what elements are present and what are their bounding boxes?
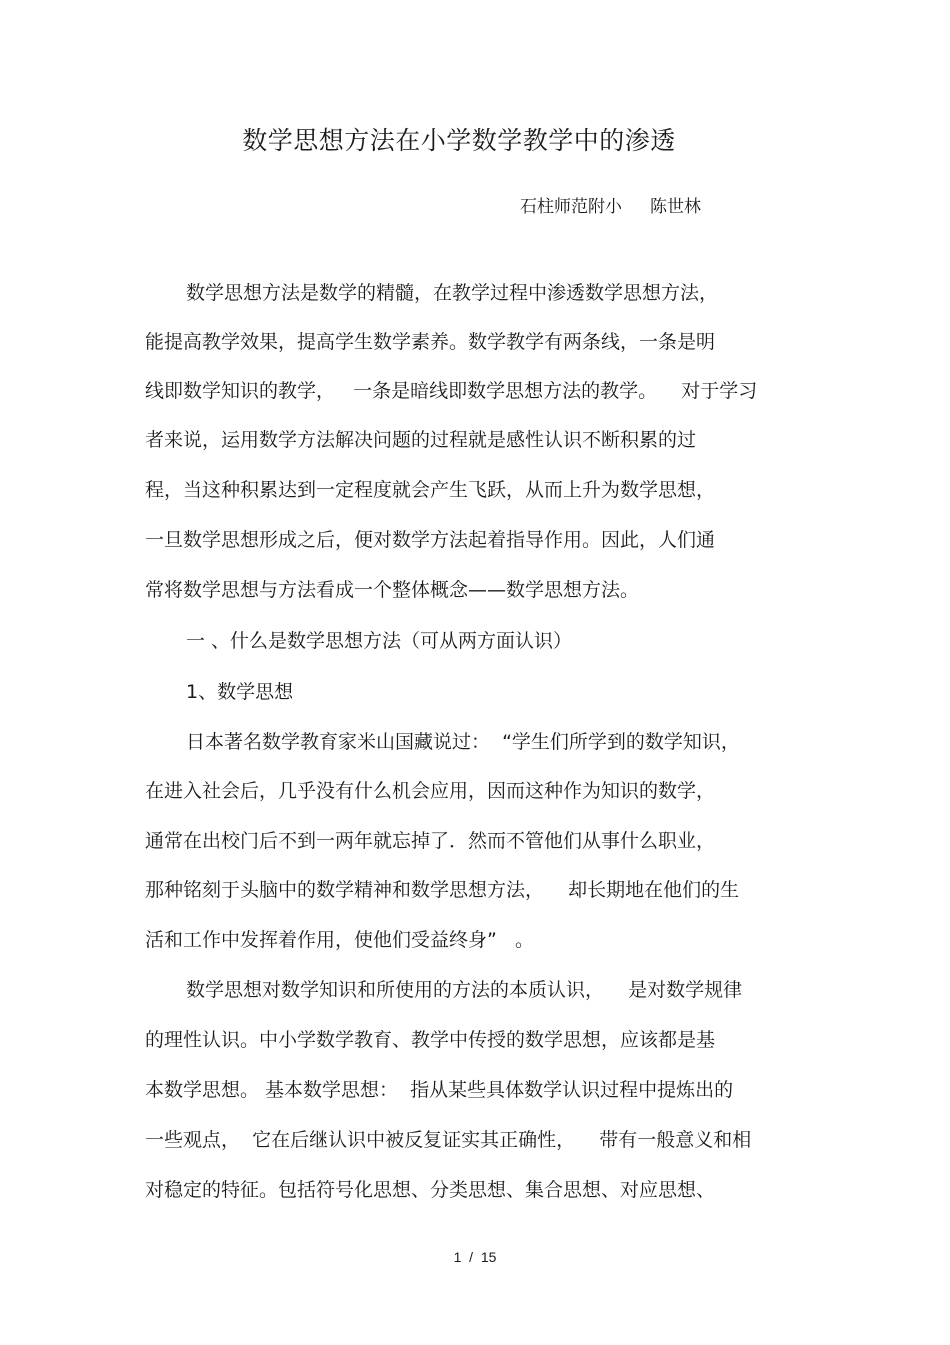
paragraph-line: 的理性认识。中小学数学教育、教学中传授的数学思想，应该都是基 [145, 1029, 716, 1051]
paragraph-line: 对稳定的特征。包括符号化思想、分类思想、集合思想、对应思想、 [145, 1179, 716, 1201]
paragraph-line: 程，当这种积累达到一定程度就会产生飞跃，从而上升为数学思想， [145, 479, 716, 501]
paragraph-line: 者来说，运用数学方法解决问题的过程就是感性认识不断积累的过 [145, 429, 697, 451]
page-indicator: 1 / 15 [453, 1249, 497, 1265]
paragraph-line: 日本著名数学教育家米山国藏说过： “学生们所学到的数学知识， [186, 731, 740, 753]
paragraph-line: 线即数学知识的教学， 一条是暗线即数学思想方法的教学。 对于学习 [145, 380, 758, 402]
paragraph-line: 那种铭刻于头脑中的数学精神和数学思想方法， 却长期地在他们的生 [145, 879, 740, 901]
subsection-heading: 1、数学思想 [186, 681, 294, 703]
paragraph-line: 一旦数学思想形成之后，便对数学方法起着指导作用。因此，人们通 [145, 529, 716, 551]
paragraph-line: 活和工作中发挥着作用，使他们受益终身” 。 [145, 929, 534, 951]
section-heading: 一 、什么是数学思想方法（可从两方面认识） [186, 630, 573, 652]
paragraph-line: 常将数学思想与方法看成一个整体概念——数学思想方法。 [145, 579, 640, 601]
author-name: 陈世林 [650, 197, 701, 217]
paragraph-line: 一些观点， 它在后继认识中被反复证实其正确性， 带有一般意义和相 [145, 1129, 752, 1151]
paragraph-line: 能提高教学效果，提高学生数学素养。数学教学有两条线，一条是明 [145, 331, 716, 353]
paragraph-line: 通常在出校门后不到一两年就忘掉了．然而不管他们从事什么职业， [145, 830, 716, 852]
paragraph-line: 数学思想对数学知识和所使用的方法的本质认识， 是对数学规律 [186, 979, 743, 1001]
paragraph-line: 数学思想方法是数学的精髓，在教学过程中渗透数学思想方法， [186, 282, 719, 304]
document-title: 数学思想方法在小学数学教学中的渗透 [242, 126, 676, 155]
paragraph-line: 在进入社会后，几乎没有什么机会应用，因而这种作为知识的数学， [145, 780, 716, 802]
author-school: 石柱师范附小 [520, 197, 622, 217]
paragraph-line: 本数学思想。 基本数学思想： 指从某些具体数学认识过程中提炼出的 [145, 1079, 734, 1101]
author-line [520, 192, 701, 217]
